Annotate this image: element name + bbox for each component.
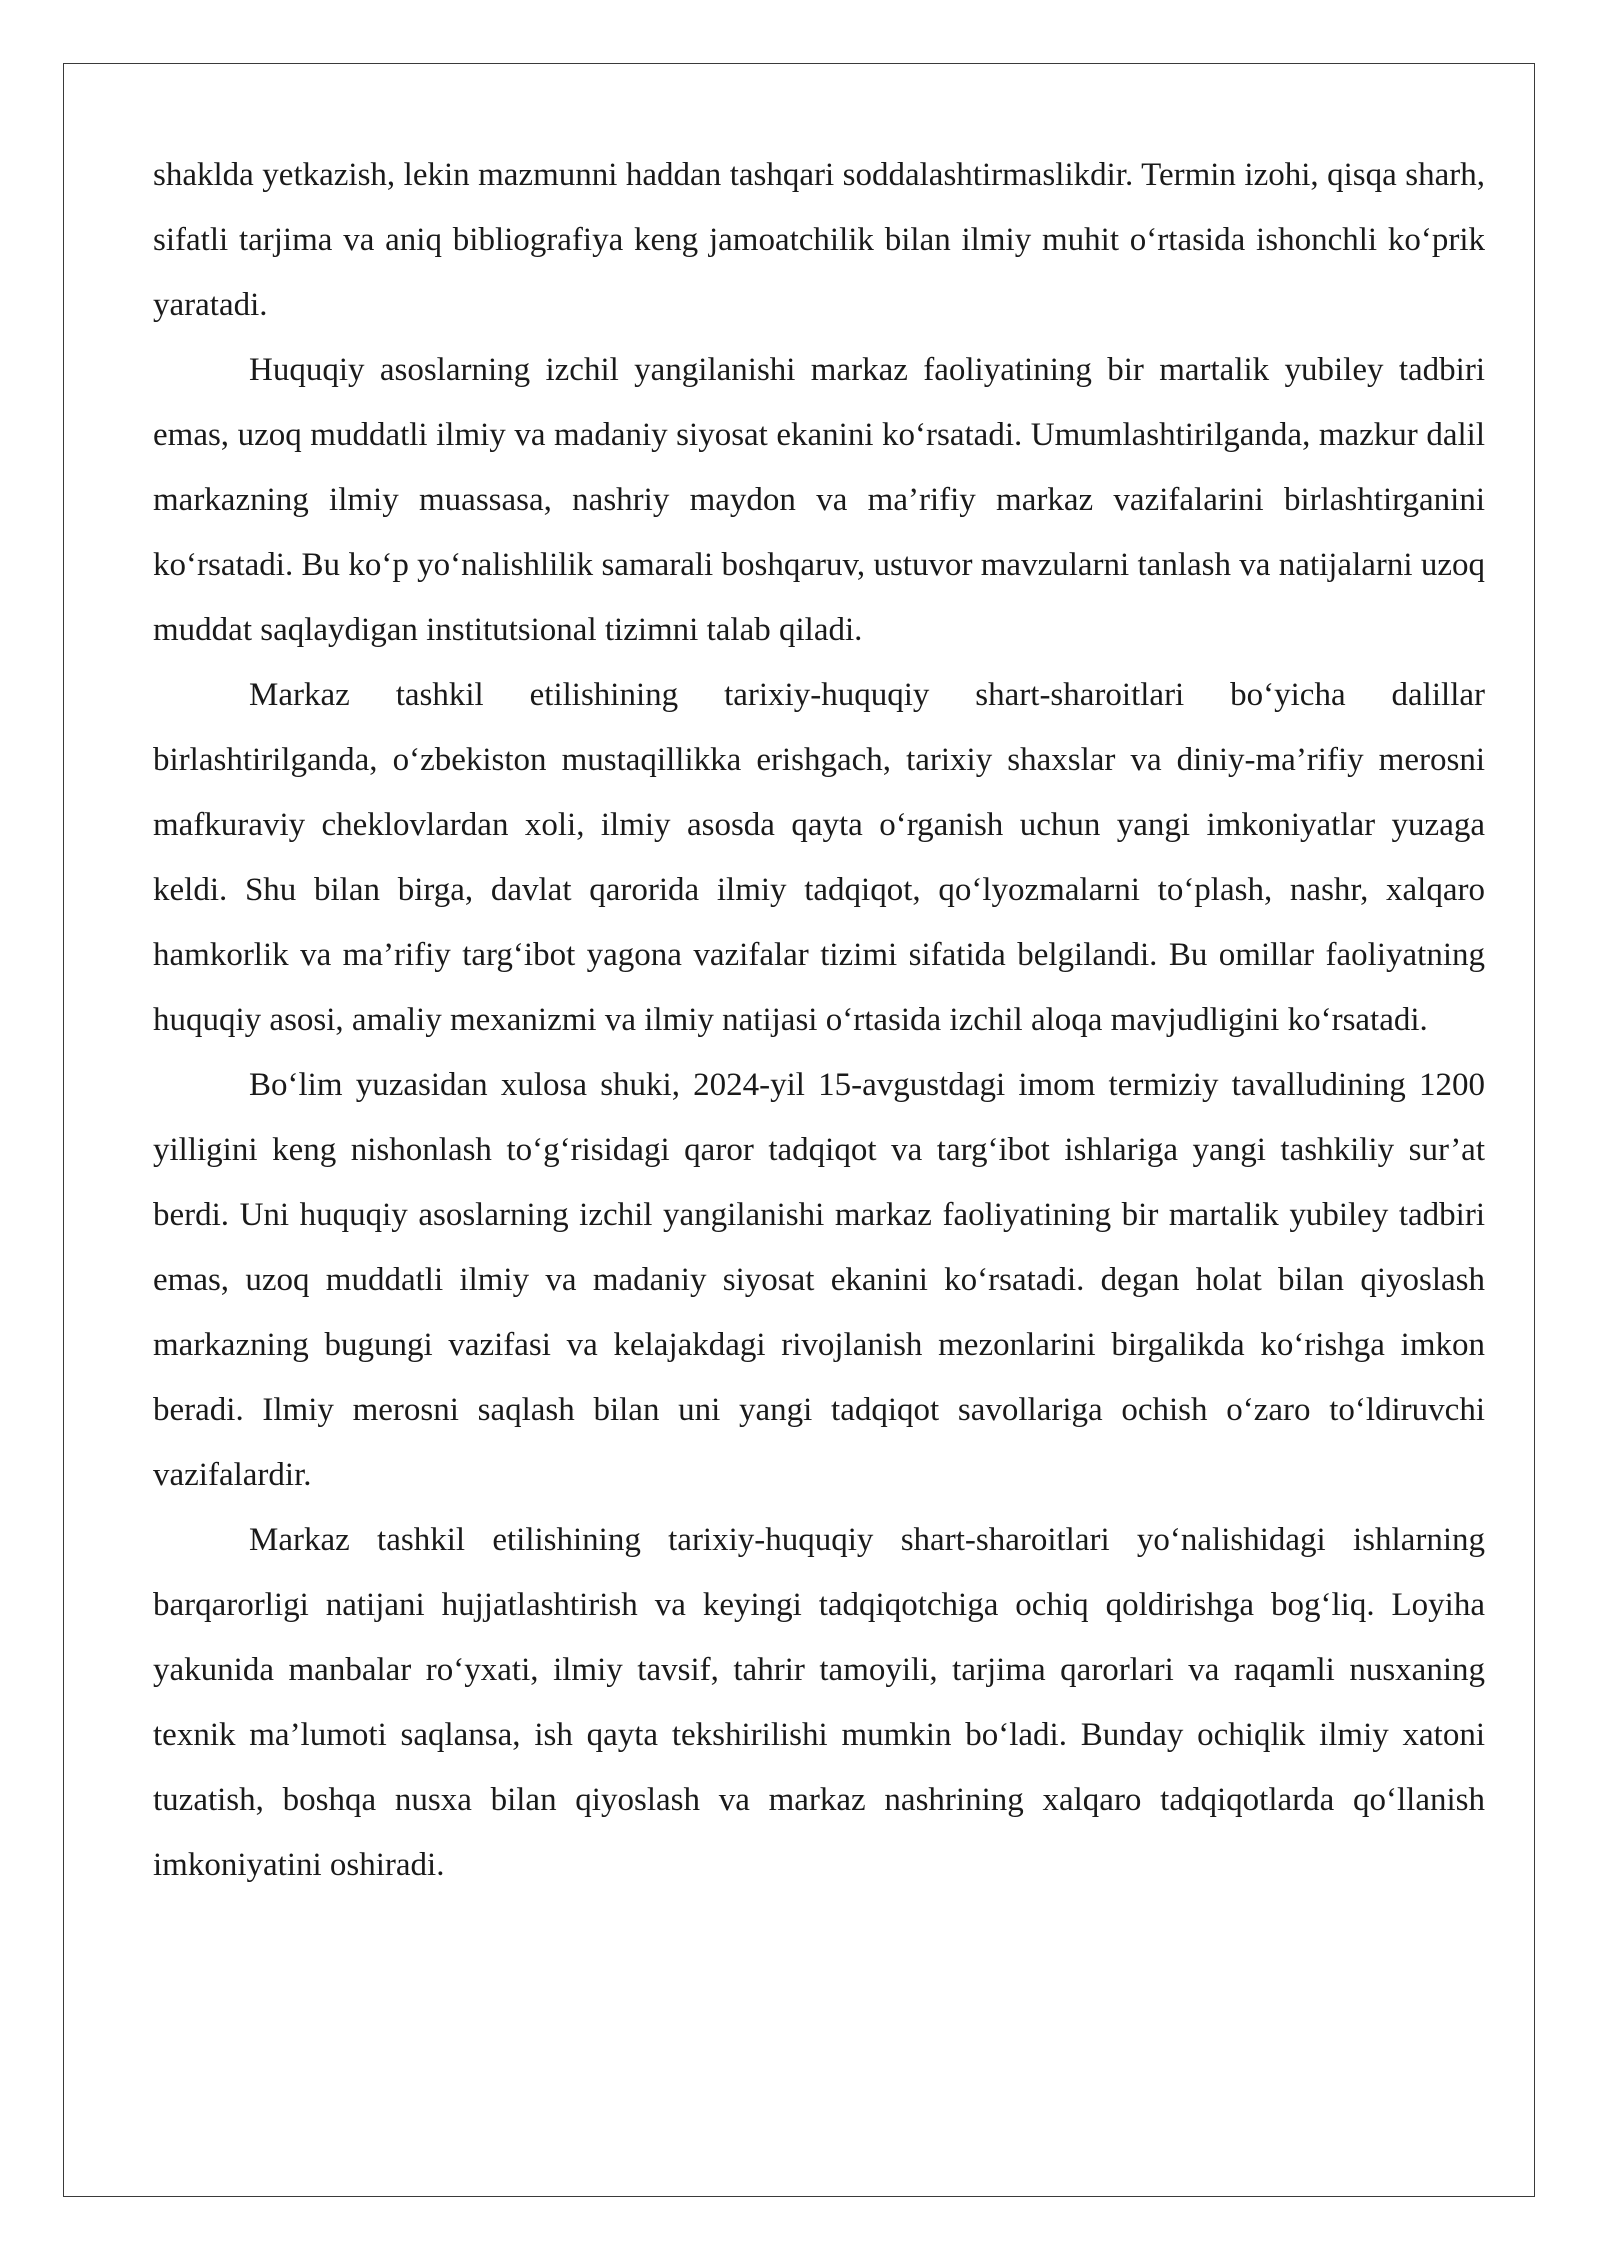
paragraph: Markaz tashkil etilishining tarixiy-huquqiy shart-sharoitlari bo‘yicha dalillar birlashtirilganda, o‘zbekiston mustaqillikka erishgach, tarixiy shaxslar va diniy-ma’rifiy merosni mafkuraviy cheklovlardan xoli, ilmiy asosda qayta o‘rganish uchun yangi imkoniyatlar yuzaga keldi. Shu bilan birga, davlat qarorida ilmiy tadqiqot, qo‘lyozmalarni to‘plash, nashr, xalqaro hamkorlik va ma’rifiy targ‘ibot yagona vazifalar tizimi sifatida belgilandi. Bu omillar faoliyatning huquqiy asosi, amaliy mexanizmi va ilmiy natijasi o‘rtasida izchil aloqa mavjudligini ko‘rsatadi. (153, 677, 1485, 1038)
paragraph: Bo‘lim yuzasidan xulosa shuki, 2024-yil 15-avgustdagi imom termiziy tavalludining 1200 yilligini keng nishonlash to‘g‘risidagi qaror tadqiqot va targ‘ibot ishlariga yangi tashkiliy sur’at berdi. Uni huquqiy asoslarning izchil yangilanishi markaz faoliyatining bir martalik yubiley tadbiri emas, uzoq muddatli ilmiy va madaniy siyosat ekanini ko‘rsatadi. degan holat bilan qiyoslash markazning bugungi vazifasi va kelajakdagi rivojlanish mezonlarini birgalikda ko‘rishga imkon beradi. Ilmiy merosni saqlash bilan uni yangi tadqiqot savollariga ochish o‘zaro to‘ldiruvchi vazifalardir. (153, 1067, 1485, 1493)
paragraph: Markaz tashkil etilishining tarixiy-huquqiy shart-sharoitlari yo‘nalishidagi ishlarning barqarorligi natijani hujjatlashtirish va keyingi tadqiqotchiga ochiq qoldirishga bog‘liq. Loyiha yakunida manbalar ro‘yxati, ilmiy tavsif, tahrir tamoyili, tarjima qarorlari va raqamli nusxaning texnik ma’lumoti saqlansa, ish qayta tekshirilishi mumkin bo‘ladi. Bunday ochiqlik ilmiy xatoni tuzatish, boshqa nusxa bilan qiyoslash va markaz nashrining xalqaro tadqiqotlarda qo‘llanish imkoniyatini oshiradi. (153, 1522, 1485, 1883)
document-body (153, 143, 1485, 1898)
paragraph-continuation: shaklda yetkazish, lekin mazmunni haddan tashqari soddalashtirmaslikdir. Termin izohi, qisqa sharh, sifatli tarjima va aniq bibliografiya keng jamoatchilik bilan ilmiy muhit o‘rtasida ishonchli ko‘prik yaratadi. (153, 157, 1485, 323)
paragraph: Huquqiy asoslarning izchil yangilanishi markaz faoliyatining bir martalik yubiley tadbiri emas, uzoq muddatli ilmiy va madaniy siyosat ekanini ko‘rsatadi. Umumlashtirilganda, mazkur dalil markazning ilmiy muassasa, nashriy maydon va ma’rifiy markaz vazifalarini birlashtirganini ko‘rsatadi. Bu ko‘p yo‘nalishlilik samarali boshqaruv, ustuvor mavzularni tanlash va natijalarni uzoq muddat saqlaydigan institutsional tizimni talab qiladi. (153, 352, 1485, 648)
